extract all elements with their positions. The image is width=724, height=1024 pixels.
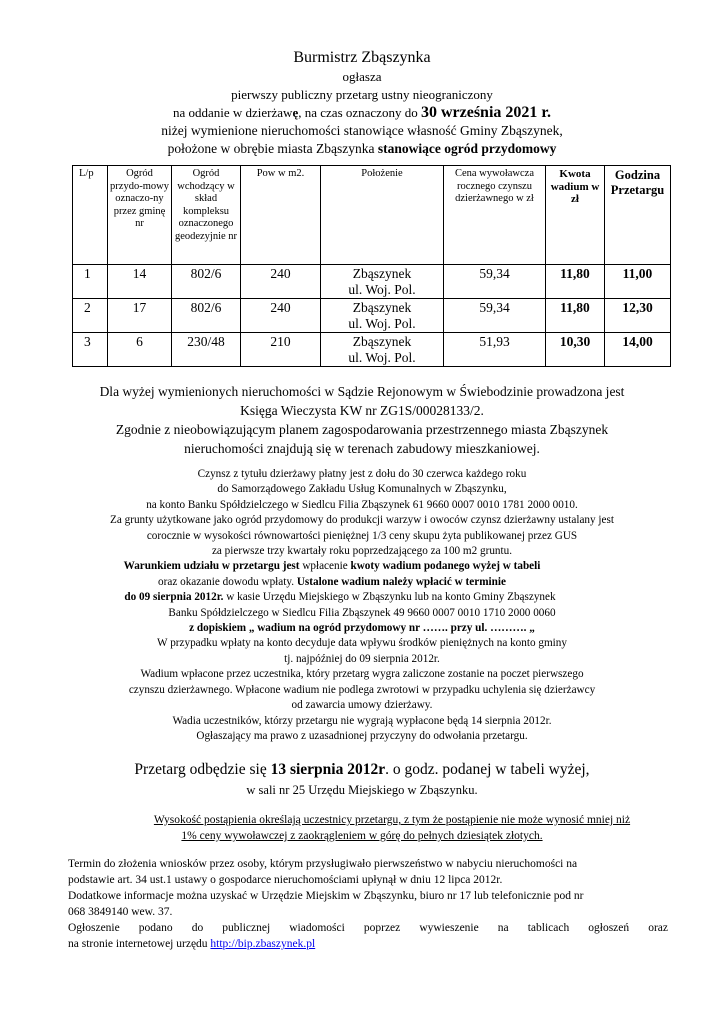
cell-lp: 3: [73, 333, 108, 367]
cell-kompleks: 802/6: [172, 299, 241, 333]
cell-ogrod-nr: 17: [108, 299, 172, 333]
header-line-nieruchomosci: niżej wymienione nieruchomości stanowiące własność Gminy Zbąszynek,: [161, 123, 563, 138]
cell-cena: 59,34: [444, 265, 546, 299]
header-line-oglasza: ogłasza: [342, 69, 382, 84]
cell-godzina: 14,00: [605, 333, 671, 367]
cell-wadium: 11,80: [546, 265, 605, 299]
document-header: [0, 48, 724, 158]
transfer-note: z dopiskiem „ wadium na ogród przydomowy nr ……. przy ul. ………. „: [189, 622, 535, 635]
land-register-paragraph: Dla wyżej wymienionych nieruchomości w Sądzie Rejonowym w Świebodzinie prowadzona jest Księga Wieczysta KW nr ZG1S/00028133/2. Zgodnie z nieobowiązującym planem zagospodarowania przestrzennego miasta Zbąszynek nieruchomości znajdują się w terenach zabudowy mieszkaniowej.: [99, 384, 625, 456]
cell-lp: 2: [73, 299, 108, 333]
col-header-pow: Pow w m2.: [241, 166, 321, 265]
lease-end-date: 30 września 2021 r.: [420, 104, 552, 121]
cell-cena: 51,93: [444, 333, 546, 367]
header-line-polozenie: położone w obrębie miasta Zbąszynka stanowiące ogród przydomowy: [167, 141, 557, 156]
cell-cena: 59,34: [444, 299, 546, 333]
col-header-godzina: Godzina Przetargu: [605, 166, 671, 265]
cell-wadium: 11,80: [546, 299, 605, 333]
conditions-paragraph: Czynsz z tytułu dzierżawy płatny jest z dołu do 30 czerwca każdego roku do Samorządowego Zakładu Usług Komunalnych w Zbąszynku, na konto Banku Spółdzielczego w Siedlcu Filia Zbąszynek 61 9660 0007 0010 1781 2000 0010. Za grunty użytkowane jako ogród przydomowy do produkcji warzyw i owoców czynsz dzierżawny ustalany jest corocznie w wysokości równowartości pieniężnej 1/3 ceny skupu żyta publikowanej przez GUS za pierwsze trzy kwartały roku poprzedzającego za 100 m2 gruntu. Warunkiem udziału w przetargu jest wpłacenie kwoty wadium podanego wyżej w tabeli oraz okazanie dowodu wpłaty. Ustalone wadium należy wpłacić w terminie do 09 sierpnia 2012r. w kasie Urzędu Miejskiego w Zbąszynku lub na konto Gminy Zbąszynek Banku Spółdzielczego w Siedlcu Filia Zbąszynek 49 9660 0007 0010 1710 2000 0060 z dopiskiem „ wadium na ogród przydomowy nr ……. przy ul. ………. „ W przypadku wpłaty na konto decyduje data wpływu środków pieniężnych na konto gminy tj. najpóźniej do 09 sierpnia 2012r. Wadium wpłacone przez uczestnika, który przetarg wygra zaliczone zostanie na poczet pierwszego czynszu dzierżawnego. Wpłacone wadium nie podlega zwrotowi w przypadku uchylenia się dzierżawcy od zawarcia umowy dzierżawy. Wadia uczestników, którzy przetargu nie wygrają wypłacone będą 14 sierpnia 2012r. Ogłaszający ma prawo z uzasadnionej przyczyny do odwołania przetargu.: [0, 467, 724, 744]
cell-kompleks: 802/6: [172, 265, 241, 299]
table-header-row: [73, 166, 671, 265]
cell-godzina: 11,00: [605, 265, 671, 299]
cell-ogrod-nr: 6: [108, 333, 172, 367]
col-header-polozenie: Położenie: [321, 166, 444, 265]
properties-table: [72, 165, 671, 367]
header-line-przetarg: pierwszy publiczny przetarg ustny nieograniczony: [231, 87, 493, 102]
bip-link[interactable]: http://bip.zbaszynek.pl: [210, 938, 316, 950]
table-row: [73, 265, 671, 299]
col-header-cena: Cena wywoławcza rocznego czynszu dzierżawnego w zł: [444, 166, 546, 265]
cell-ogrod-nr: 14: [108, 265, 172, 299]
additional-info-paragraph: Termin do złożenia wniosków przez osoby, którym przysługiwało pierwszeństwo w nabyciu nieruchomości na podstawie art. 34 ust.1 ustawy o gospodarce nieruchomościami upłynął w dniu 12 lipca 2012r. Dodatkowe informacje można uzyskać w Urzędzie Miejskim w Zbąszynku, biuro nr 17 lub telefonicznie pod nr 068 3849140 wew. 37. Ogłoszenie podano do publicznej wiadomości poprzez wywieszenie na tablicach ogłoszeń oraz na stronie internetowej urzędu http://bip.zbaszynek.pl: [68, 858, 668, 950]
cell-kompleks: 230/48: [172, 333, 241, 367]
header-line-dzierzawa: na oddanie w dzierżawę, na czas oznaczony do 30 września 2021 r.: [172, 104, 552, 121]
col-header-wadium: Kwota wadium w zł: [546, 166, 605, 265]
cell-pow: 240: [241, 265, 321, 299]
cell-pow: 240: [241, 299, 321, 333]
cell-lp: 1: [73, 265, 108, 299]
auction-date: 13 sierpnia 2012r: [270, 761, 386, 778]
col-header-ogrod-nr: Ogród przydo-mowy oznaczo-ny przez gminę nr: [108, 166, 172, 265]
table-row: [73, 333, 671, 367]
cell-wadium: 10,30: [546, 333, 605, 367]
cell-pow: 210: [241, 333, 321, 367]
cell-polozenie: Zbąszynek ul. Woj. Pol.: [321, 299, 444, 333]
cell-polozenie: Zbąszynek ul. Woj. Pol.: [321, 265, 444, 299]
col-header-kompleks: Ogród wchodzący w skład kompleksu oznaczonego geodezyjnie nr: [172, 166, 241, 265]
table-row: [73, 299, 671, 333]
page-title: Burmistrz Zbąszynka: [293, 49, 431, 66]
cell-polozenie: Zbąszynek ul. Woj. Pol.: [321, 333, 444, 367]
col-header-lp: L/p: [73, 166, 108, 265]
auction-date-paragraph: Przetarg odbędzie się 13 sierpnia 2012r. o godz. podanej w tabeli wyżej, w sali nr 25 Urzędu Miejskiego w Zbąszynku.: [134, 761, 590, 797]
cell-godzina: 12,30: [605, 299, 671, 333]
bid-increment-paragraph: Wysokość postąpienia określają uczestnicy przetargu, z tym że postąpienie nie może wynosić mniej niż 1% ceny wywoławczej z zaokrągleniem w górę do pełnych dziesiątek złotych.: [153, 814, 631, 842]
